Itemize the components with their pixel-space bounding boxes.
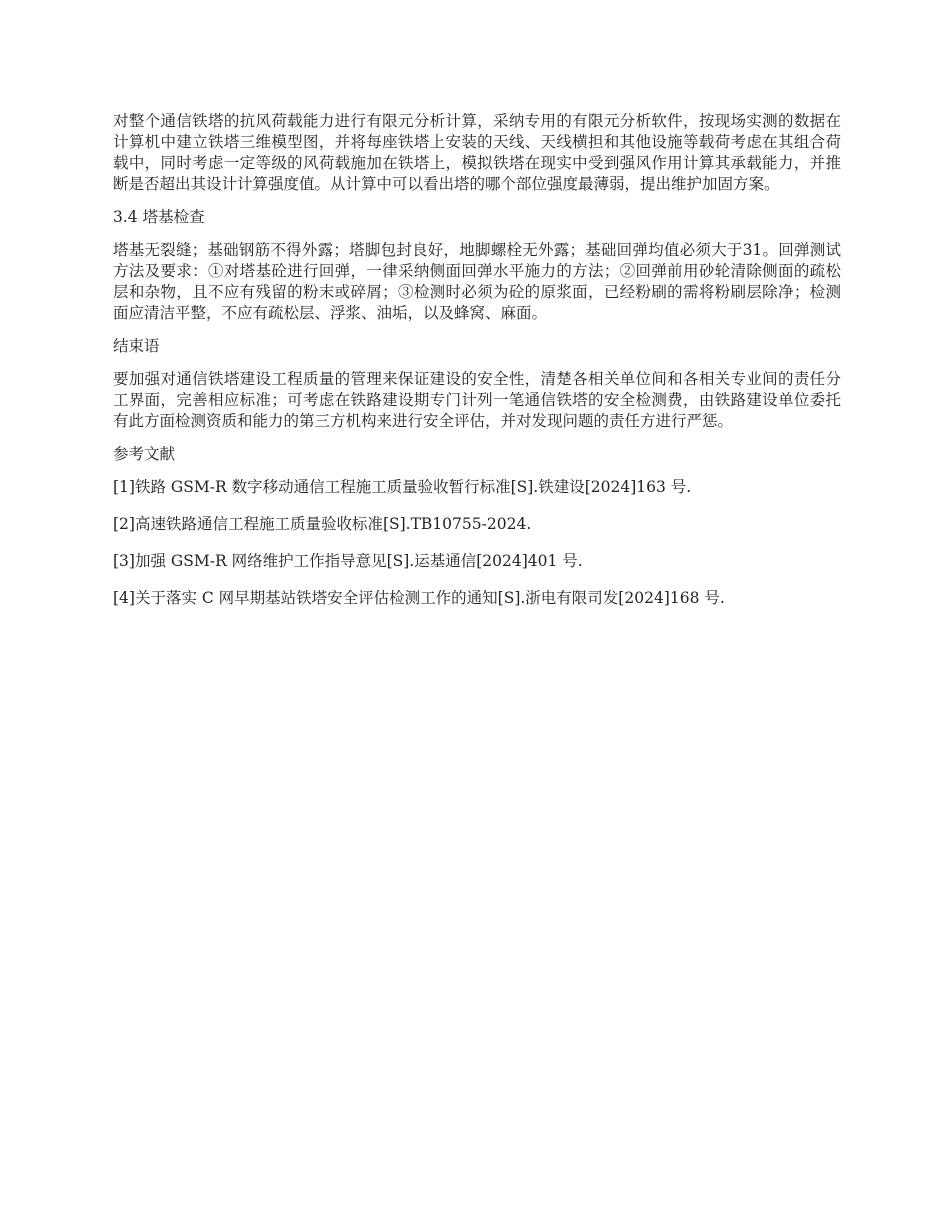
references-heading: 参考文献 — [113, 445, 176, 463]
conclusion-paragraph: 要加强对通信铁塔建设工程质量的管理来保证建设的安全性，清楚各相关单位间和各相关专业间的责任分工界面，完善相应标准；可考虑在铁路建设期专门计列一笔通信铁塔的安全检测费，由铁路建设单位委托有此方面检测资质和能力的第三方机构来进行安全评估，并对发现问题的责任方进行严惩。 — [113, 370, 841, 430]
reference-item: [3]加强 GSM-R 网络维护工作指导意见[S].运基通信[2024]401 号. — [113, 552, 583, 570]
reference-item: [4]关于落实 C 网早期基站铁塔安全评估检测工作的通知[S].浙电有限司发[2024]168 号. — [113, 589, 725, 607]
conclusion-heading: 结束语 — [113, 337, 160, 355]
document-body — [113, 111, 841, 625]
section-paragraph: 塔基无裂缝；基础钢筋不得外露；塔脚包封良好，地脚螺栓无外露；基础回弹均值必须大于31。回弹测试方法及要求：①对塔基砼进行回弹，一律采纳侧面回弹水平施力的方法；②回弹前用砂轮清除侧面的疏松层和杂物，且不应有残留的粉末或碎屑；③检测时必须为砼的原浆面，已经粉刷的需将粉刷层除净；检测面应清洁平整，不应有疏松层、浮浆、油垢，以及蜂窝、麻面。 — [113, 241, 841, 322]
reference-item: [1]铁路 GSM-R 数字移动通信工程施工质量验收暂行标准[S].铁建设[2024]163 号. — [113, 478, 692, 496]
reference-item: [2]高速铁路通信工程施工质量验收标准[S].TB10755-2024. — [113, 515, 532, 533]
section-heading: 3.4 塔基检查 — [113, 208, 205, 226]
intro-paragraph: 对整个通信铁塔的抗风荷载能力进行有限元分析计算，采纳专用的有限元分析软件，按现场实测的数据在计算机中建立铁塔三维模型图，并将每座铁塔上安装的天线、天线横担和其他设施等载荷考虑在其组合荷载中，同时考虑一定等级的风荷载施加在铁塔上，模拟铁塔在现实中受到强风作用计算其承载能力，并推断是否超出其设计计算强度值。从计算中可以看出塔的哪个部位强度最薄弱，提出维护加固方案。 — [113, 112, 841, 193]
references-list — [113, 477, 841, 609]
